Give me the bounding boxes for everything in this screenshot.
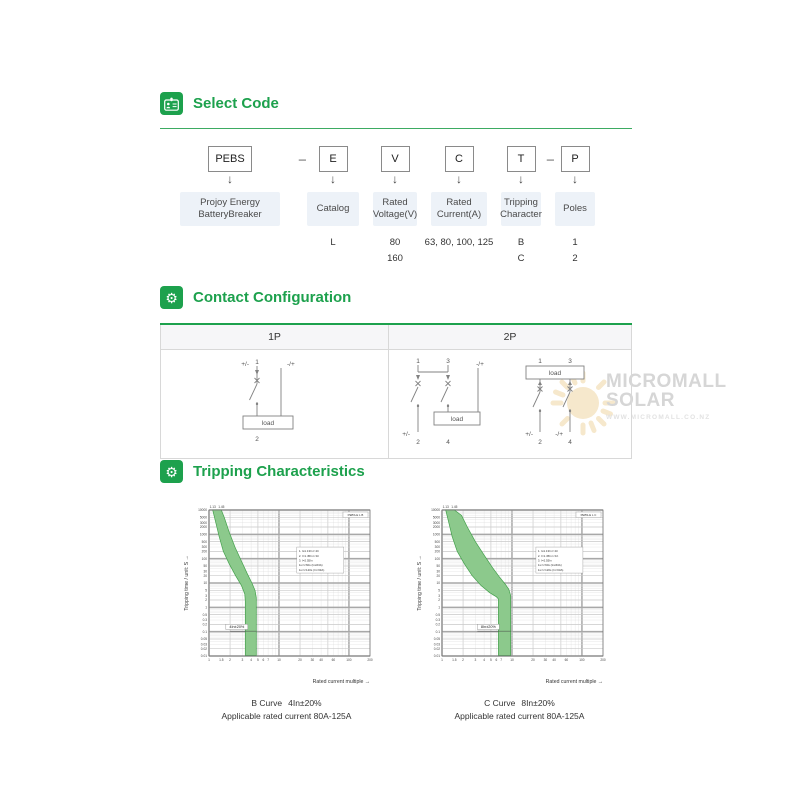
code-breakdown xyxy=(160,146,632,266)
svg-text:1s<t<60s (In≤63A): 1s<t<60s (In≤63A) xyxy=(298,563,323,568)
column-header-2p: 2P xyxy=(389,324,632,350)
code-box-pebs: PEBS xyxy=(208,146,251,172)
down-arrow-icon: ↓ xyxy=(456,172,462,186)
svg-text:1s<t<120s (In>63A): 1s<t<120s (In>63A) xyxy=(537,567,564,572)
svg-text:8In±20%: 8In±20% xyxy=(480,625,496,630)
svg-text:2000: 2000 xyxy=(199,525,207,530)
svg-text:40: 40 xyxy=(319,658,323,662)
code-box-p: P xyxy=(561,146,590,172)
svg-text:2: 2 xyxy=(254,436,259,443)
svg-text:+/-: +/- xyxy=(402,431,410,438)
svg-text:30: 30 xyxy=(436,569,440,574)
svg-text:1s<t<120s (In>63A): 1s<t<120s (In>63A) xyxy=(298,567,325,572)
svg-text:5: 5 xyxy=(490,658,492,662)
section-title: Select Code xyxy=(193,95,279,112)
code-label-tripping: Tripping Character xyxy=(501,192,541,226)
down-arrow-icon: ↓ xyxy=(330,172,336,186)
code-label-catalog: Catalog xyxy=(307,192,359,226)
svg-text:10: 10 xyxy=(277,658,281,662)
svg-text:5000: 5000 xyxy=(432,515,440,520)
svg-text:0.1: 0.1 xyxy=(435,629,440,634)
svg-text:Tripping time / unit: S →: Tripping time / unit: S → xyxy=(184,555,190,611)
svg-text:3. I=2.55In: 3. I=2.55In xyxy=(298,558,313,563)
svg-text:30: 30 xyxy=(543,658,548,662)
svg-text:0.03: 0.03 xyxy=(433,642,440,647)
svg-text:200: 200 xyxy=(367,658,373,662)
svg-text:2. I=1.45In t<1h: 2. I=1.45In t<1h xyxy=(298,553,320,558)
svg-text:500: 500 xyxy=(201,539,207,544)
tripping-charts xyxy=(160,499,632,721)
svg-text:1: 1 xyxy=(441,658,443,662)
svg-text:3: 3 xyxy=(474,658,477,662)
svg-text:3000: 3000 xyxy=(199,520,207,525)
svg-text:1. I≤1.13In t>1h: 1. I≤1.13In t>1h xyxy=(298,549,319,554)
svg-text:30: 30 xyxy=(203,569,207,574)
svg-text:1. I≤1.13In t>1h: 1. I≤1.13In t>1h xyxy=(537,549,559,554)
b-curve-figure xyxy=(182,499,377,721)
svg-text:60: 60 xyxy=(564,658,569,662)
svg-text:3: 3 xyxy=(438,593,440,598)
svg-text:20: 20 xyxy=(531,658,535,662)
svg-text:load: load xyxy=(450,416,464,423)
svg-text:4: 4 xyxy=(483,658,486,662)
svg-text:5: 5 xyxy=(257,658,259,662)
svg-text:Tripping time / unit: S →: Tripping time / unit: S → xyxy=(417,555,423,611)
svg-text:1.45: 1.45 xyxy=(218,505,225,509)
svg-text:0.5: 0.5 xyxy=(202,612,207,617)
svg-text:100: 100 xyxy=(434,556,440,561)
svg-text:PEBS-E L C: PEBS-E L C xyxy=(580,513,597,518)
svg-text:10: 10 xyxy=(436,581,440,586)
code-values: 1 2 xyxy=(572,237,578,264)
section-select-code xyxy=(160,92,632,266)
svg-text:0.05: 0.05 xyxy=(200,637,207,642)
svg-text:100: 100 xyxy=(579,658,585,662)
code-values: 63, 80, 100, 125 xyxy=(424,237,494,248)
svg-text:4: 4 xyxy=(446,439,450,446)
select-code-header xyxy=(160,92,632,115)
svg-text:10000: 10000 xyxy=(198,508,207,513)
svg-text:1000: 1000 xyxy=(199,532,207,537)
section-tripping-characteristics xyxy=(160,460,632,721)
svg-text:50: 50 xyxy=(436,564,440,569)
svg-text:0.2: 0.2 xyxy=(435,622,440,627)
svg-text:7: 7 xyxy=(500,658,503,662)
code-values: L xyxy=(330,237,336,248)
svg-text:2: 2 xyxy=(438,598,440,603)
tripping-curve-chart-c xyxy=(415,499,610,689)
code-values: B C xyxy=(517,237,525,264)
svg-text:1.5: 1.5 xyxy=(219,658,224,662)
svg-text:4: 4 xyxy=(568,439,572,446)
code-label-pebs: Projoy Energy BatteryBreaker xyxy=(180,192,280,226)
contact-configuration-header xyxy=(160,286,632,309)
svg-text:0.3: 0.3 xyxy=(202,618,207,623)
svg-text:6: 6 xyxy=(495,658,498,662)
svg-text:300: 300 xyxy=(434,545,440,550)
svg-text:+/-: +/- xyxy=(525,431,533,438)
svg-text:200: 200 xyxy=(201,549,207,554)
svg-text:2: 2 xyxy=(416,439,420,446)
code-values: 80 160 xyxy=(387,237,403,264)
watermark-url: WWW.MICROMALL.CO.NZ xyxy=(606,414,711,421)
c-curve-figure xyxy=(415,499,610,721)
svg-text:1: 1 xyxy=(208,658,210,662)
svg-text:2000: 2000 xyxy=(432,525,440,530)
svg-text:3: 3 xyxy=(446,358,450,365)
svg-text:300: 300 xyxy=(201,545,207,550)
gear-icon: ⚙ xyxy=(160,286,183,309)
column-header-1p: 1P xyxy=(161,324,389,350)
svg-text:0.03: 0.03 xyxy=(200,642,207,647)
c-curve-subcaption: Applicable rated current 80A-125A xyxy=(454,711,585,721)
svg-text:50: 50 xyxy=(203,564,207,569)
svg-text:0.05: 0.05 xyxy=(433,637,440,642)
svg-text:0.5: 0.5 xyxy=(435,612,440,617)
code-values xyxy=(160,235,300,266)
svg-text:1.13: 1.13 xyxy=(209,505,216,509)
svg-text:-/+: -/+ xyxy=(286,361,295,368)
code-label-poles: Poles xyxy=(555,192,595,226)
svg-text:1.45: 1.45 xyxy=(451,505,458,509)
svg-text:200: 200 xyxy=(434,549,440,554)
svg-text:1.13: 1.13 xyxy=(442,505,449,509)
svg-text:10: 10 xyxy=(203,581,207,586)
code-box-v: V xyxy=(381,146,410,172)
svg-text:5: 5 xyxy=(205,588,207,593)
svg-text:3: 3 xyxy=(241,658,244,662)
code-label-current: Rated Current(A) xyxy=(431,192,487,226)
svg-text:2: 2 xyxy=(462,658,464,662)
svg-text:1000: 1000 xyxy=(432,532,440,537)
down-arrow-icon: ↓ xyxy=(227,172,233,186)
svg-text:1: 1 xyxy=(538,358,542,365)
svg-text:40: 40 xyxy=(552,658,556,662)
code-box-t: T xyxy=(507,146,536,172)
cell-2p-diagram xyxy=(389,350,632,459)
svg-text:0.1: 0.1 xyxy=(202,629,207,634)
down-arrow-icon: ↓ xyxy=(518,172,524,186)
svg-text:30: 30 xyxy=(310,658,315,662)
svg-text:+/-: +/- xyxy=(240,361,249,368)
c-curve-caption: C Curve 8In±20% xyxy=(484,698,555,708)
svg-text:60: 60 xyxy=(331,658,336,662)
svg-text:7: 7 xyxy=(267,658,270,662)
svg-text:0.2: 0.2 xyxy=(202,622,207,627)
svg-text:Rated current multiple →: Rated current multiple → xyxy=(312,679,370,685)
svg-text:0.02: 0.02 xyxy=(433,646,440,651)
svg-text:0.01: 0.01 xyxy=(200,654,207,659)
circuit-diagram-1p xyxy=(205,354,345,449)
svg-text:3: 3 xyxy=(568,358,572,365)
svg-text:100: 100 xyxy=(201,556,207,561)
svg-text:4In±20%: 4In±20% xyxy=(229,625,245,630)
svg-text:0.3: 0.3 xyxy=(435,618,440,623)
svg-text:2. I=1.45In t<1h: 2. I=1.45In t<1h xyxy=(537,553,559,558)
svg-text:PEBS-E L B: PEBS-E L B xyxy=(347,513,364,518)
svg-text:5: 5 xyxy=(438,588,440,593)
svg-text:load: load xyxy=(548,370,562,377)
code-box-c: C xyxy=(445,146,474,172)
section-title: Contact Configuration xyxy=(193,289,352,306)
svg-text:5000: 5000 xyxy=(199,515,207,520)
svg-text:500: 500 xyxy=(434,539,440,544)
svg-text:6: 6 xyxy=(262,658,265,662)
svg-text:2: 2 xyxy=(229,658,231,662)
dash: – xyxy=(298,151,306,167)
svg-text:10: 10 xyxy=(510,658,514,662)
svg-text:2: 2 xyxy=(538,439,542,446)
svg-text:Rated current multiple →: Rated current multiple → xyxy=(545,679,603,685)
svg-text:200: 200 xyxy=(600,658,606,662)
watermark-line2: SOLAR xyxy=(606,390,675,411)
svg-text:20: 20 xyxy=(298,658,302,662)
svg-text:20: 20 xyxy=(203,573,207,578)
down-arrow-icon: ↓ xyxy=(572,172,578,186)
svg-text:0.01: 0.01 xyxy=(433,654,440,659)
svg-text:1: 1 xyxy=(416,358,420,365)
cell-1p-diagram xyxy=(161,350,389,459)
svg-text:-/+: -/+ xyxy=(476,361,484,368)
svg-text:3. I=2.55In: 3. I=2.55In xyxy=(537,558,552,563)
svg-text:1: 1 xyxy=(438,605,440,610)
b-curve-subcaption: Applicable rated current 80A-125A xyxy=(221,711,352,721)
svg-text:1: 1 xyxy=(254,359,259,366)
divider xyxy=(160,128,632,129)
svg-text:1: 1 xyxy=(205,605,207,610)
b-curve-caption: B Curve 4In±20% xyxy=(251,698,322,708)
code-box-e: E xyxy=(319,146,348,172)
gear-icon: ⚙ xyxy=(160,460,183,483)
svg-text:20: 20 xyxy=(436,573,440,578)
svg-text:10000: 10000 xyxy=(431,508,440,513)
svg-text:load: load xyxy=(261,420,274,427)
tripping-curve-chart-b xyxy=(182,499,377,689)
svg-text:4: 4 xyxy=(250,658,253,662)
watermark-line1: MICROMALL xyxy=(606,371,727,392)
svg-text:1.5: 1.5 xyxy=(452,658,457,662)
code-label-voltage: Rated Voltage(V) xyxy=(373,192,417,226)
section-contact-configuration xyxy=(160,286,632,459)
svg-text:1s<t<60s (In≤63A): 1s<t<60s (In≤63A) xyxy=(537,563,562,568)
dash: – xyxy=(546,151,554,167)
tripping-header xyxy=(160,460,632,483)
svg-text:-/+: -/+ xyxy=(555,431,563,438)
circuit-diagram-2p xyxy=(390,354,630,449)
svg-text:3000: 3000 xyxy=(432,520,440,525)
svg-text:2: 2 xyxy=(205,598,207,603)
section-title: Tripping Characteristics xyxy=(193,463,365,480)
contact-configuration-table xyxy=(160,323,632,459)
svg-text:0.02: 0.02 xyxy=(200,646,207,651)
id-card-icon xyxy=(160,92,183,115)
down-arrow-icon: ↓ xyxy=(392,172,398,186)
svg-text:3: 3 xyxy=(205,593,207,598)
svg-text:100: 100 xyxy=(346,658,352,662)
